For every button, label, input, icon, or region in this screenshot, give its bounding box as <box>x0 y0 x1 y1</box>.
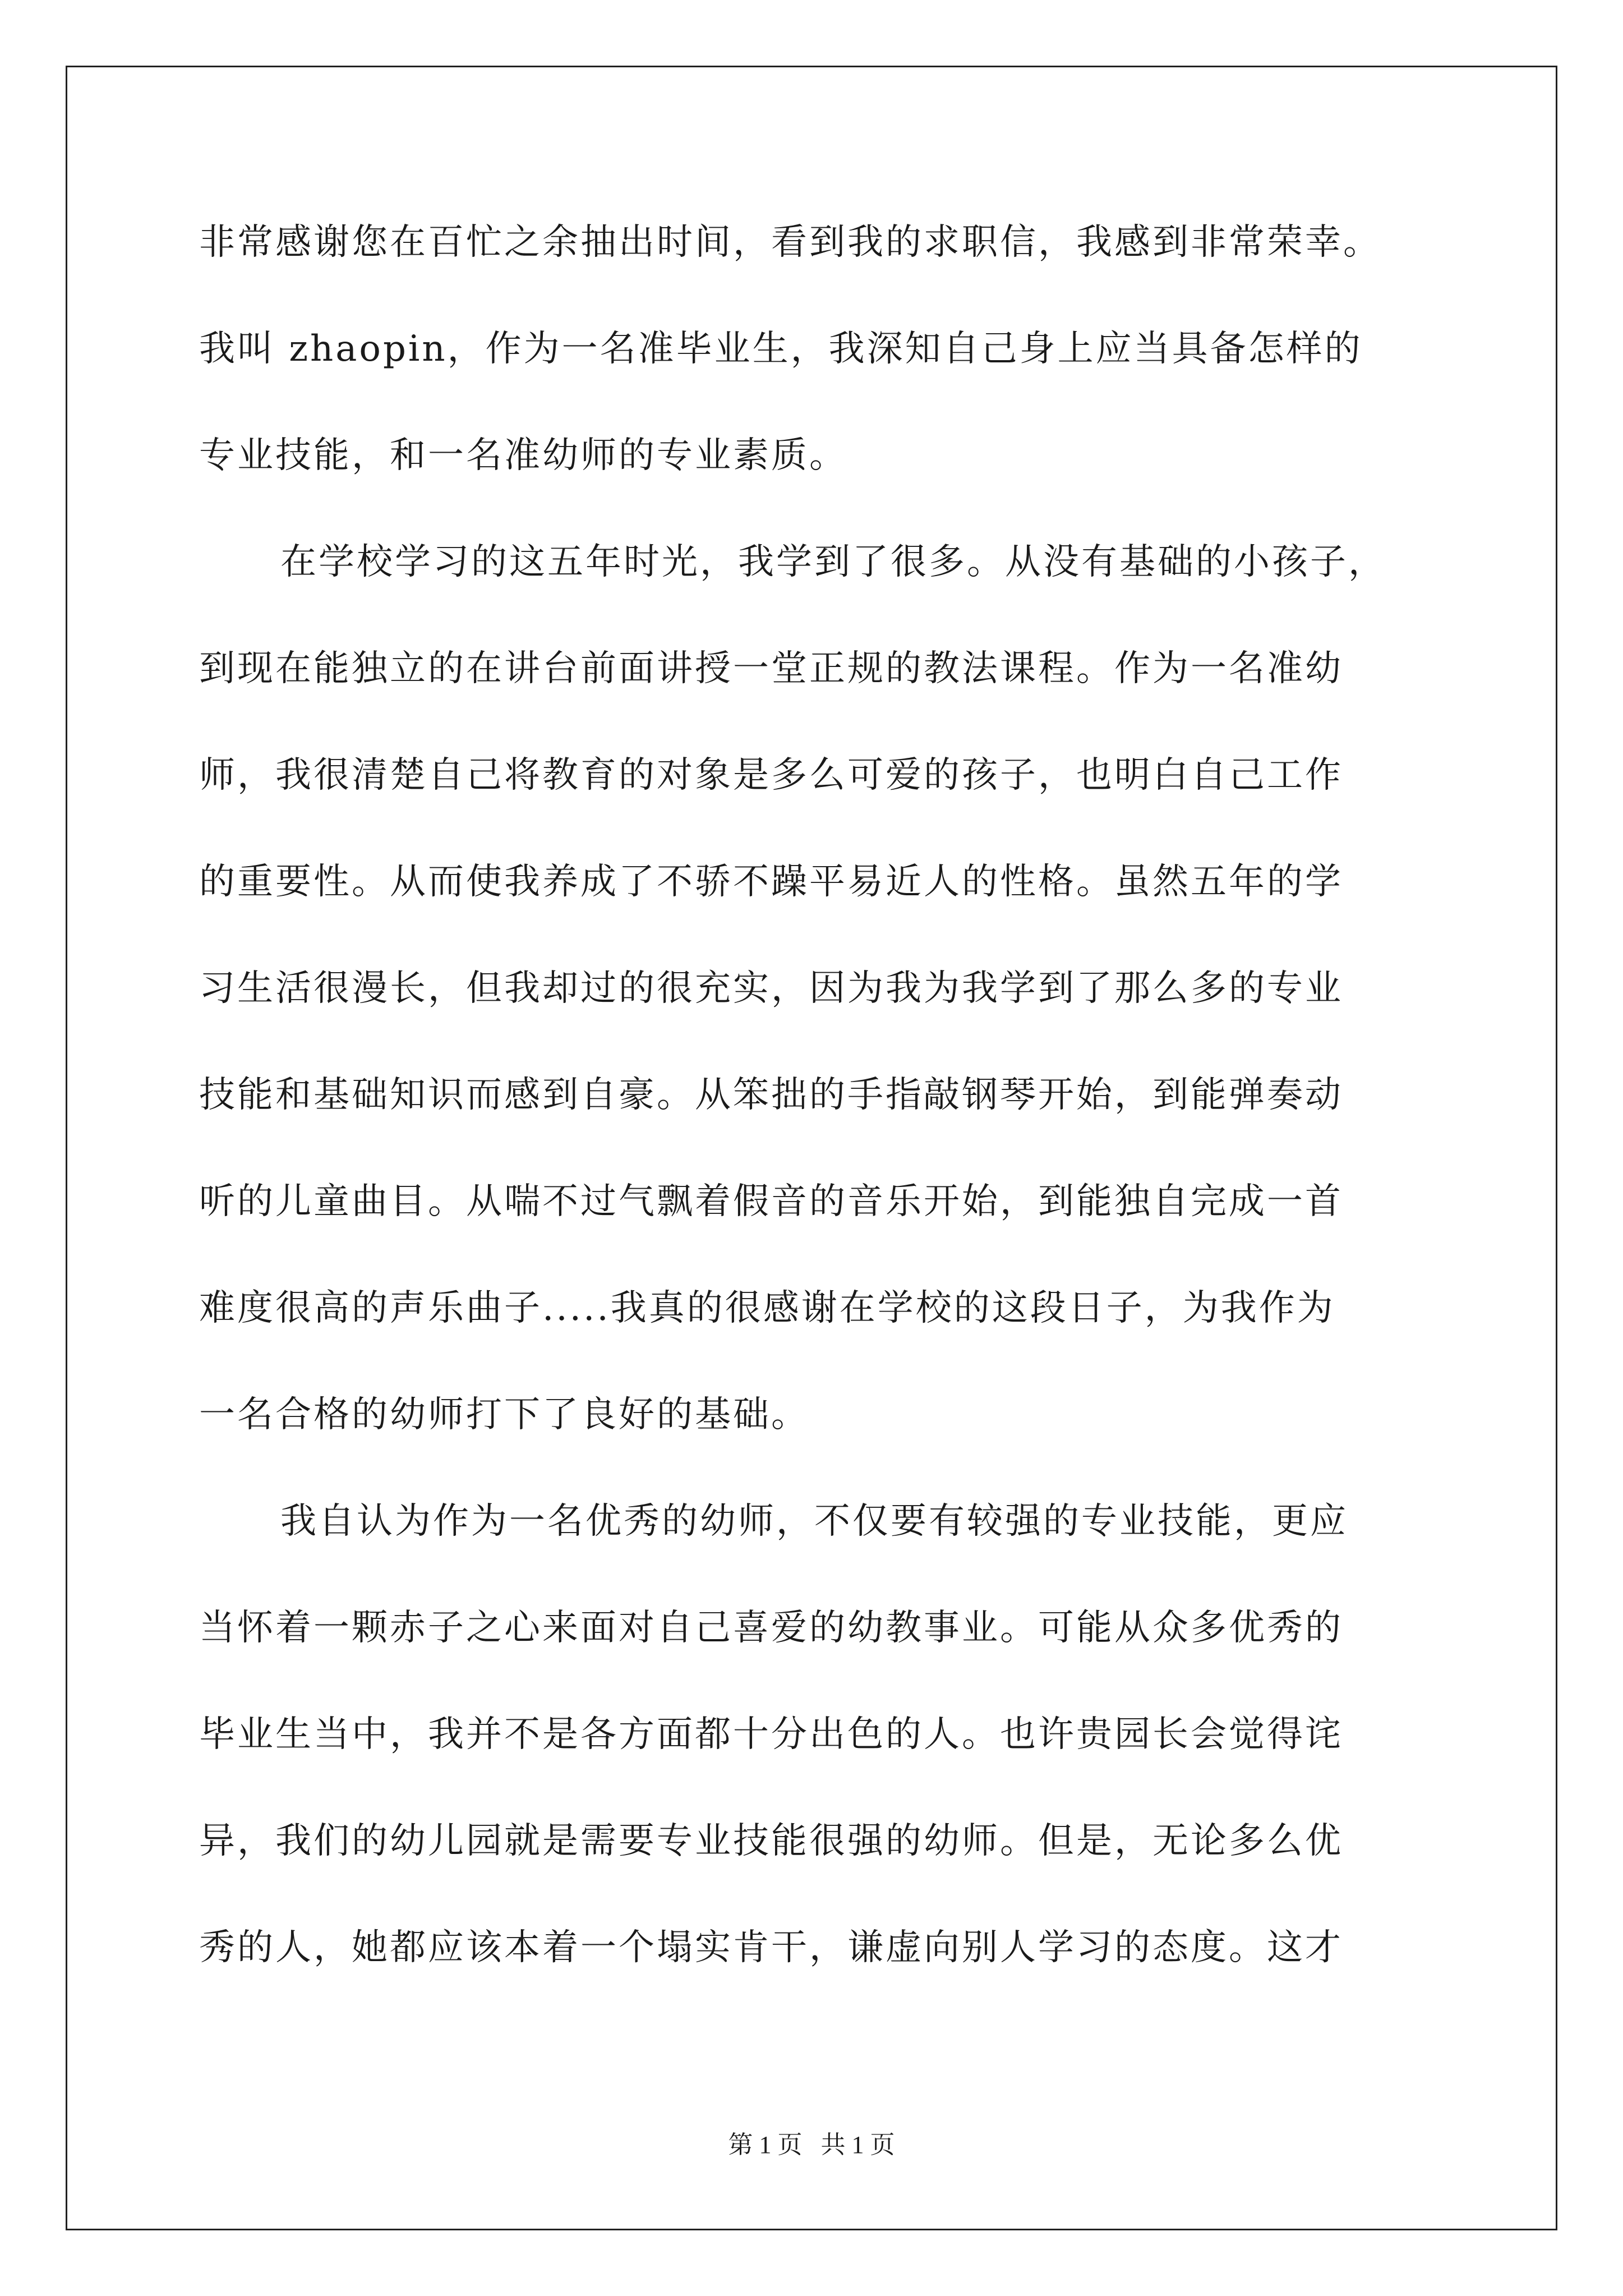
page-border <box>66 66 1557 2230</box>
text-line: 当怀着一颗赤子之心来面对自己喜爱的幼教事业。可能从众多优秀的 <box>199 1607 1343 1649</box>
text-line: 习生活很漫长，但我却过的很充实，因为我为我学到了那么多的专业 <box>199 968 1343 1009</box>
text-line: 到现在能独立的在讲台前面讲授一堂正规的教法课程。作为一名准幼 <box>199 648 1343 689</box>
paragraph-start-line: 在学校学习的这五年时光，我学到了很多。从没有基础的小孩子， <box>280 541 1386 583</box>
text-line: 异，我们的幼儿园就是需要专业技能很强的幼师。但是，无论多么优 <box>199 1820 1343 1862</box>
text-line: 毕业生当中，我并不是各方面都十分出色的人。也许贵园长会觉得诧 <box>199 1714 1343 1755</box>
text-line: 我叫 zhaopin，作为一名准毕业生，我深知自己身上应当具备怎样的 <box>199 328 1363 370</box>
text-line: 专业技能，和一名准幼师的专业素质。 <box>199 435 847 476</box>
page-footer: 第 1 页 共 1 页 <box>728 2131 895 2159</box>
text-line: 的重要性。从而使我养成了不骄不躁平易近人的性格。虽然五年的学 <box>199 861 1343 903</box>
text-line: 一名合格的幼师打下了良好的基础。 <box>199 1394 809 1435</box>
text-line: 师，我很清楚自己将教育的对象是多么可爱的孩子，也明白自己工作 <box>199 754 1343 796</box>
text-line: 技能和基础知识而感到自豪。从笨拙的手指敲钢琴开始，到能弹奏动 <box>199 1074 1343 1116</box>
paragraph-start-line: 我自认为作为一名优秀的幼师，不仅要有较强的专业技能，更应 <box>280 1501 1348 1542</box>
text-line: 听的儿童曲目。从喘不过气飘着假音的音乐开始，到能独自完成一首 <box>199 1181 1343 1222</box>
text-line: 难度很高的声乐曲子.....我真的很感谢在学校的这段日子，为我作为 <box>199 1287 1335 1329</box>
text-line: 秀的人，她都应该本着一个塌实肯干，谦虚向别人学习的态度。这才 <box>199 1927 1343 1968</box>
text-line: 非常感谢您在百忙之余抽出时间，看到我的求职信，我感到非常荣幸。 <box>199 222 1381 263</box>
